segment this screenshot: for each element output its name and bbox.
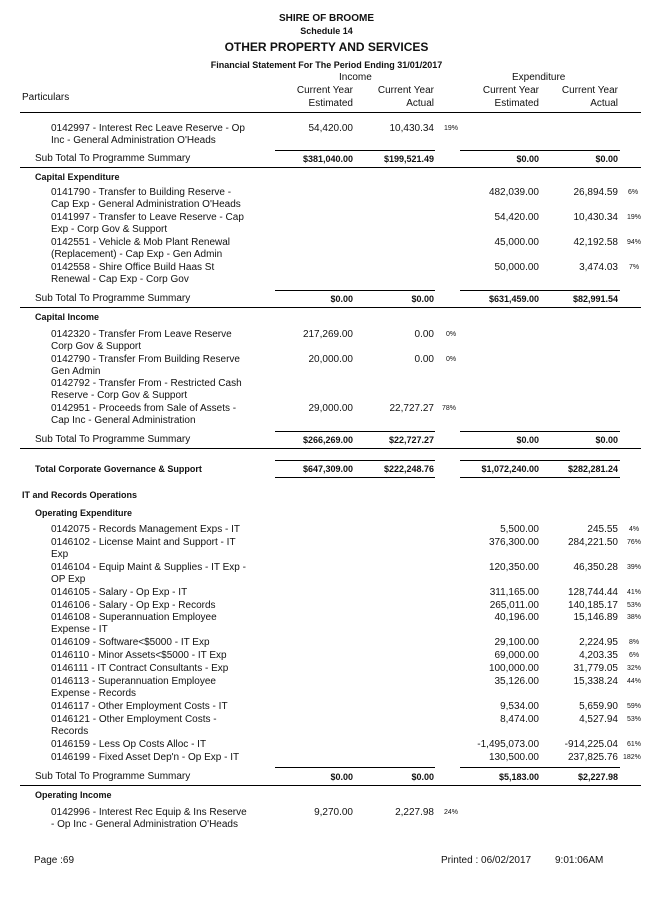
subtotal-exp-estimated: $0.00 — [516, 435, 539, 445]
subtotal-income-actual: $0.00 — [411, 294, 434, 304]
exp-actual: 128,744.44 — [567, 587, 618, 598]
total-income-actual: $222,248.76 — [383, 464, 434, 474]
printed-time: 9:01:06AM — [555, 855, 604, 866]
row-desc: 0146102 - License Maint and Support - IT — [51, 537, 236, 548]
row-desc: 0142075 - Records Management Exps - IT — [51, 524, 240, 535]
exp-actual: 46,350.28 — [573, 562, 618, 573]
row-desc-cont: Cap Inc - General Administration — [51, 415, 196, 426]
income-estimated: 54,420.00 — [308, 123, 353, 134]
program-heading: IT and Records Operations — [22, 490, 138, 500]
exp-estimated: -1,495,073.00 — [477, 739, 539, 750]
exp-pct: 6% — [629, 652, 640, 659]
subtotal-income-estimated: $0.00 — [330, 294, 353, 304]
income-pct: 0% — [446, 356, 457, 363]
page-number: Page :69 — [34, 855, 75, 866]
exp-estimated: 40,196.00 — [494, 612, 539, 623]
income-actual: 22,727.27 — [389, 403, 434, 414]
exp-estimated: 29,100.00 — [494, 637, 539, 648]
exp-actual: 31,779.05 — [573, 663, 618, 674]
row-desc-cont: Exp — [51, 549, 69, 560]
section-heading: Operating Income — [35, 790, 112, 800]
total-exp-actual: $282,281.24 — [567, 464, 618, 474]
subtotal-exp-actual: $0.00 — [595, 154, 618, 164]
section-divider — [20, 307, 641, 308]
income-header: Income — [339, 72, 372, 83]
statement-subtitle: Financial Statement For The Period Ending 31/01/2017 — [210, 60, 443, 70]
exp-current-year-label: Current Year — [482, 85, 539, 96]
expenditure-header: Expenditure — [512, 72, 566, 83]
row-desc: 0142997 - Interest Rec Leave Reserve - Op — [51, 123, 245, 134]
subtotal-income-estimated: $0.00 — [330, 772, 353, 782]
row-desc: 0146104 - Equip Maint & Supplies - IT Exp - — [51, 562, 246, 573]
exp-actual: 4,527.94 — [579, 714, 618, 725]
row-desc-cont: Renewal - Cap Exp - Corp Gov — [51, 274, 189, 285]
exp-estimated: 265,011.00 — [489, 600, 539, 611]
total-label: Total Corporate Governance & Support — [35, 464, 202, 474]
income-estimated: 20,000.00 — [308, 354, 353, 365]
exp-current-year-label-2: Current Year — [561, 85, 618, 96]
row-desc: 0146109 - Software<$5000 - IT Exp — [51, 637, 210, 648]
exp-actual: 4,203.35 — [579, 650, 618, 661]
income-actual: 0.00 — [414, 354, 434, 365]
exp-pct: 7% — [629, 264, 640, 271]
exp-estimated: 482,039.00 — [488, 187, 539, 198]
exp-actual: 42,192.58 — [573, 237, 618, 248]
section-heading: Operating Expenditure — [35, 508, 133, 518]
row-desc: 0142558 - Shire Office Build Haas St — [51, 262, 215, 273]
row-desc: 0146199 - Fixed Asset Dep'n - Op Exp - IT — [51, 752, 240, 763]
section-divider — [20, 448, 641, 449]
subtotal-income-actual: $0.00 — [411, 772, 434, 782]
section-divider — [20, 785, 641, 786]
section-divider — [20, 167, 641, 168]
exp-pct: 59% — [627, 703, 642, 710]
exp-pct: 44% — [627, 678, 642, 685]
exp-estimated: 311,165.00 — [489, 587, 539, 598]
subtotal-income-estimated: $266,269.00 — [302, 435, 353, 445]
exp-actual: 284,221.50 — [567, 537, 618, 548]
subtotal-label: Sub Total To Programme Summary — [35, 153, 191, 164]
exp-actual: 140,185.17 — [567, 600, 618, 611]
row-desc: 0142790 - Transfer From Building Reserve — [51, 354, 240, 365]
exp-estimated: 120,350.00 — [488, 562, 539, 573]
income-current-year-label-2: Current Year — [377, 85, 434, 96]
exp-pct: 8% — [629, 639, 640, 646]
row-desc: 0142792 - Transfer From - Restricted Cash — [51, 378, 242, 389]
income-current-year-label: Current Year — [296, 85, 353, 96]
row-desc-cont: - Op Inc - General Administration O'Heads — [51, 819, 238, 830]
particulars-header: Particulars — [22, 92, 70, 103]
exp-actual: 15,146.89 — [573, 612, 618, 623]
income-subtotal-rule — [275, 290, 435, 291]
exp-pct: 4% — [629, 526, 640, 533]
subtotal-exp-actual: $2,227.98 — [577, 772, 618, 782]
income-total-rule — [275, 460, 435, 461]
income-estimated: 9,270.00 — [314, 807, 353, 818]
exp-actual: -914,225.04 — [564, 739, 618, 750]
row-desc: 0146105 - Salary - Op Exp - IT — [51, 587, 188, 598]
row-desc: 0146159 - Less Op Costs Alloc - IT — [51, 739, 207, 750]
exp-estimated: 9,534.00 — [500, 701, 539, 712]
subtotal-label: Sub Total To Programme Summary — [35, 293, 191, 304]
income-subtotal-rule — [275, 150, 435, 151]
subtotal-label: Sub Total To Programme Summary — [35, 771, 191, 782]
section-heading: Capital Income — [35, 312, 100, 322]
row-desc-cont: Expense - Records — [51, 688, 137, 699]
exp-pct: 19% — [627, 214, 642, 221]
exp-estimated: 45,000.00 — [494, 237, 539, 248]
subtotal-exp-estimated: $631,459.00 — [488, 294, 539, 304]
exp-actual-label: Actual — [590, 98, 618, 109]
row-desc: 0142951 - Proceeds from Sale of Assets - — [51, 403, 237, 414]
exp-pct: 53% — [627, 602, 642, 609]
subtotal-exp-estimated: $5,183.00 — [498, 772, 539, 782]
total-income-estimated: $647,309.00 — [302, 464, 353, 474]
exp-pct: 182% — [623, 754, 641, 761]
exp-estimated: 5,500.00 — [500, 524, 539, 535]
exp-subtotal-rule — [460, 767, 620, 768]
exp-pct: 32% — [627, 665, 642, 672]
row-desc: 0146110 - Minor Assets<$5000 - IT Exp — [51, 650, 227, 661]
row-desc: 0141790 - Transfer to Building Reserve - — [51, 187, 232, 198]
income-estimated: 217,269.00 — [302, 329, 353, 340]
income-estimated: 29,000.00 — [308, 403, 353, 414]
schedule-label: Schedule 14 — [300, 26, 353, 36]
exp-pct: 6% — [628, 189, 639, 196]
exp-estimated: 50,000.00 — [494, 262, 539, 273]
income-actual: 2,227.98 — [395, 807, 434, 818]
printed-date: Printed : 06/02/2017 — [441, 855, 532, 866]
income-actual: 0.00 — [414, 329, 434, 340]
total-exp-estimated: $1,072,240.00 — [481, 464, 539, 474]
exp-total-rule — [460, 460, 620, 461]
subtotal-income-estimated: $381,040.00 — [302, 154, 353, 164]
exp-estimated: 54,420.00 — [494, 212, 539, 223]
row-desc-cont: (Replacement) - Cap Exp - Gen Admin — [51, 249, 223, 260]
row-desc: 0142996 - Interest Rec Equip & Ins Reserve — [51, 807, 247, 818]
org-name: SHIRE OF BROOME — [278, 13, 374, 24]
row-desc-cont: Inc - General Administration O'Heads — [51, 135, 216, 146]
income-pct: 78% — [442, 405, 457, 412]
row-desc-cont: Reserve - Corp Gov & Support — [51, 390, 188, 401]
exp-subtotal-rule — [460, 290, 620, 291]
exp-subtotal-rule — [460, 150, 620, 151]
exp-pct: 61% — [627, 741, 642, 748]
header-divider — [20, 112, 641, 113]
subtotal-label: Sub Total To Programme Summary — [35, 434, 191, 445]
exp-actual: 245.55 — [587, 524, 618, 535]
income-pct: 19% — [444, 125, 459, 132]
row-desc-cont: Exp - Corp Gov & Support — [51, 224, 168, 235]
income-actual: 10,430.34 — [389, 123, 434, 134]
section-heading: Capital Expenditure — [35, 172, 120, 182]
exp-estimated: 35,126.00 — [494, 676, 539, 687]
income-estimated-label: Estimated — [308, 98, 353, 109]
income-subtotal-rule — [275, 767, 435, 768]
row-desc-cont: Records — [51, 726, 89, 737]
exp-estimated-label: Estimated — [494, 98, 539, 109]
exp-actual: 5,659.90 — [579, 701, 618, 712]
exp-actual: 10,430.34 — [573, 212, 618, 223]
row-desc: 0146121 - Other Employment Costs - — [51, 714, 217, 725]
row-desc: 0146113 - Superannuation Employee — [51, 676, 216, 687]
income-total-rule-bottom — [275, 477, 435, 478]
exp-estimated: 130,500.00 — [488, 752, 539, 763]
exp-pct: 39% — [627, 564, 642, 571]
exp-estimated: 8,474.00 — [500, 714, 539, 725]
exp-estimated: 376,300.00 — [488, 537, 539, 548]
exp-subtotal-rule — [460, 431, 620, 432]
subtotal-exp-actual: $82,991.54 — [572, 294, 618, 304]
row-desc: 0146111 - IT Contract Consultants - Exp — [51, 663, 229, 674]
row-desc: 0142320 - Transfer From Leave Reserve — [51, 329, 232, 340]
row-desc-cont: Cap Exp - General Administration O'Heads — [51, 199, 241, 210]
row-desc: 0141997 - Transfer to Leave Reserve - Cap — [51, 212, 244, 223]
exp-actual: 26,894.59 — [573, 187, 618, 198]
page-title: OTHER PROPERTY AND SERVICES — [224, 40, 429, 54]
subtotal-exp-estimated: $0.00 — [516, 154, 539, 164]
exp-actual: 15,338.24 — [573, 676, 618, 687]
row-desc: 0146117 - Other Employment Costs - IT — [51, 701, 228, 712]
exp-pct: 38% — [627, 614, 642, 621]
exp-estimated: 100,000.00 — [488, 663, 539, 674]
row-desc: 0146108 - Superannuation Employee — [51, 612, 217, 623]
exp-estimated: 69,000.00 — [494, 650, 539, 661]
exp-actual: 3,474.03 — [579, 262, 618, 273]
income-pct: 24% — [444, 809, 459, 816]
exp-actual: 2,224.95 — [579, 637, 618, 648]
row-desc-cont: Gen Admin — [51, 366, 101, 377]
row-desc: 0146106 - Salary - Op Exp - Records — [51, 600, 216, 611]
row-desc-cont: Corp Gov & Support — [51, 341, 142, 352]
exp-pct: 94% — [627, 239, 642, 246]
subtotal-income-actual: $199,521.49 — [383, 154, 434, 164]
row-desc-cont: Expense - IT — [51, 624, 108, 635]
row-desc-cont: OP Exp — [51, 574, 86, 585]
exp-pct: 76% — [627, 539, 642, 546]
exp-pct: 41% — [627, 589, 642, 596]
exp-pct: 53% — [627, 716, 642, 723]
subtotal-exp-actual: $0.00 — [595, 435, 618, 445]
subtotal-income-actual: $22,727.27 — [388, 435, 434, 445]
exp-actual: 237,825.76 — [567, 752, 618, 763]
exp-total-rule-bottom — [460, 477, 620, 478]
income-subtotal-rule — [275, 431, 435, 432]
row-desc: 0142551 - Vehicle & Mob Plant Renewal — [51, 237, 231, 248]
income-actual-label: Actual — [406, 98, 434, 109]
income-pct: 0% — [446, 331, 457, 338]
